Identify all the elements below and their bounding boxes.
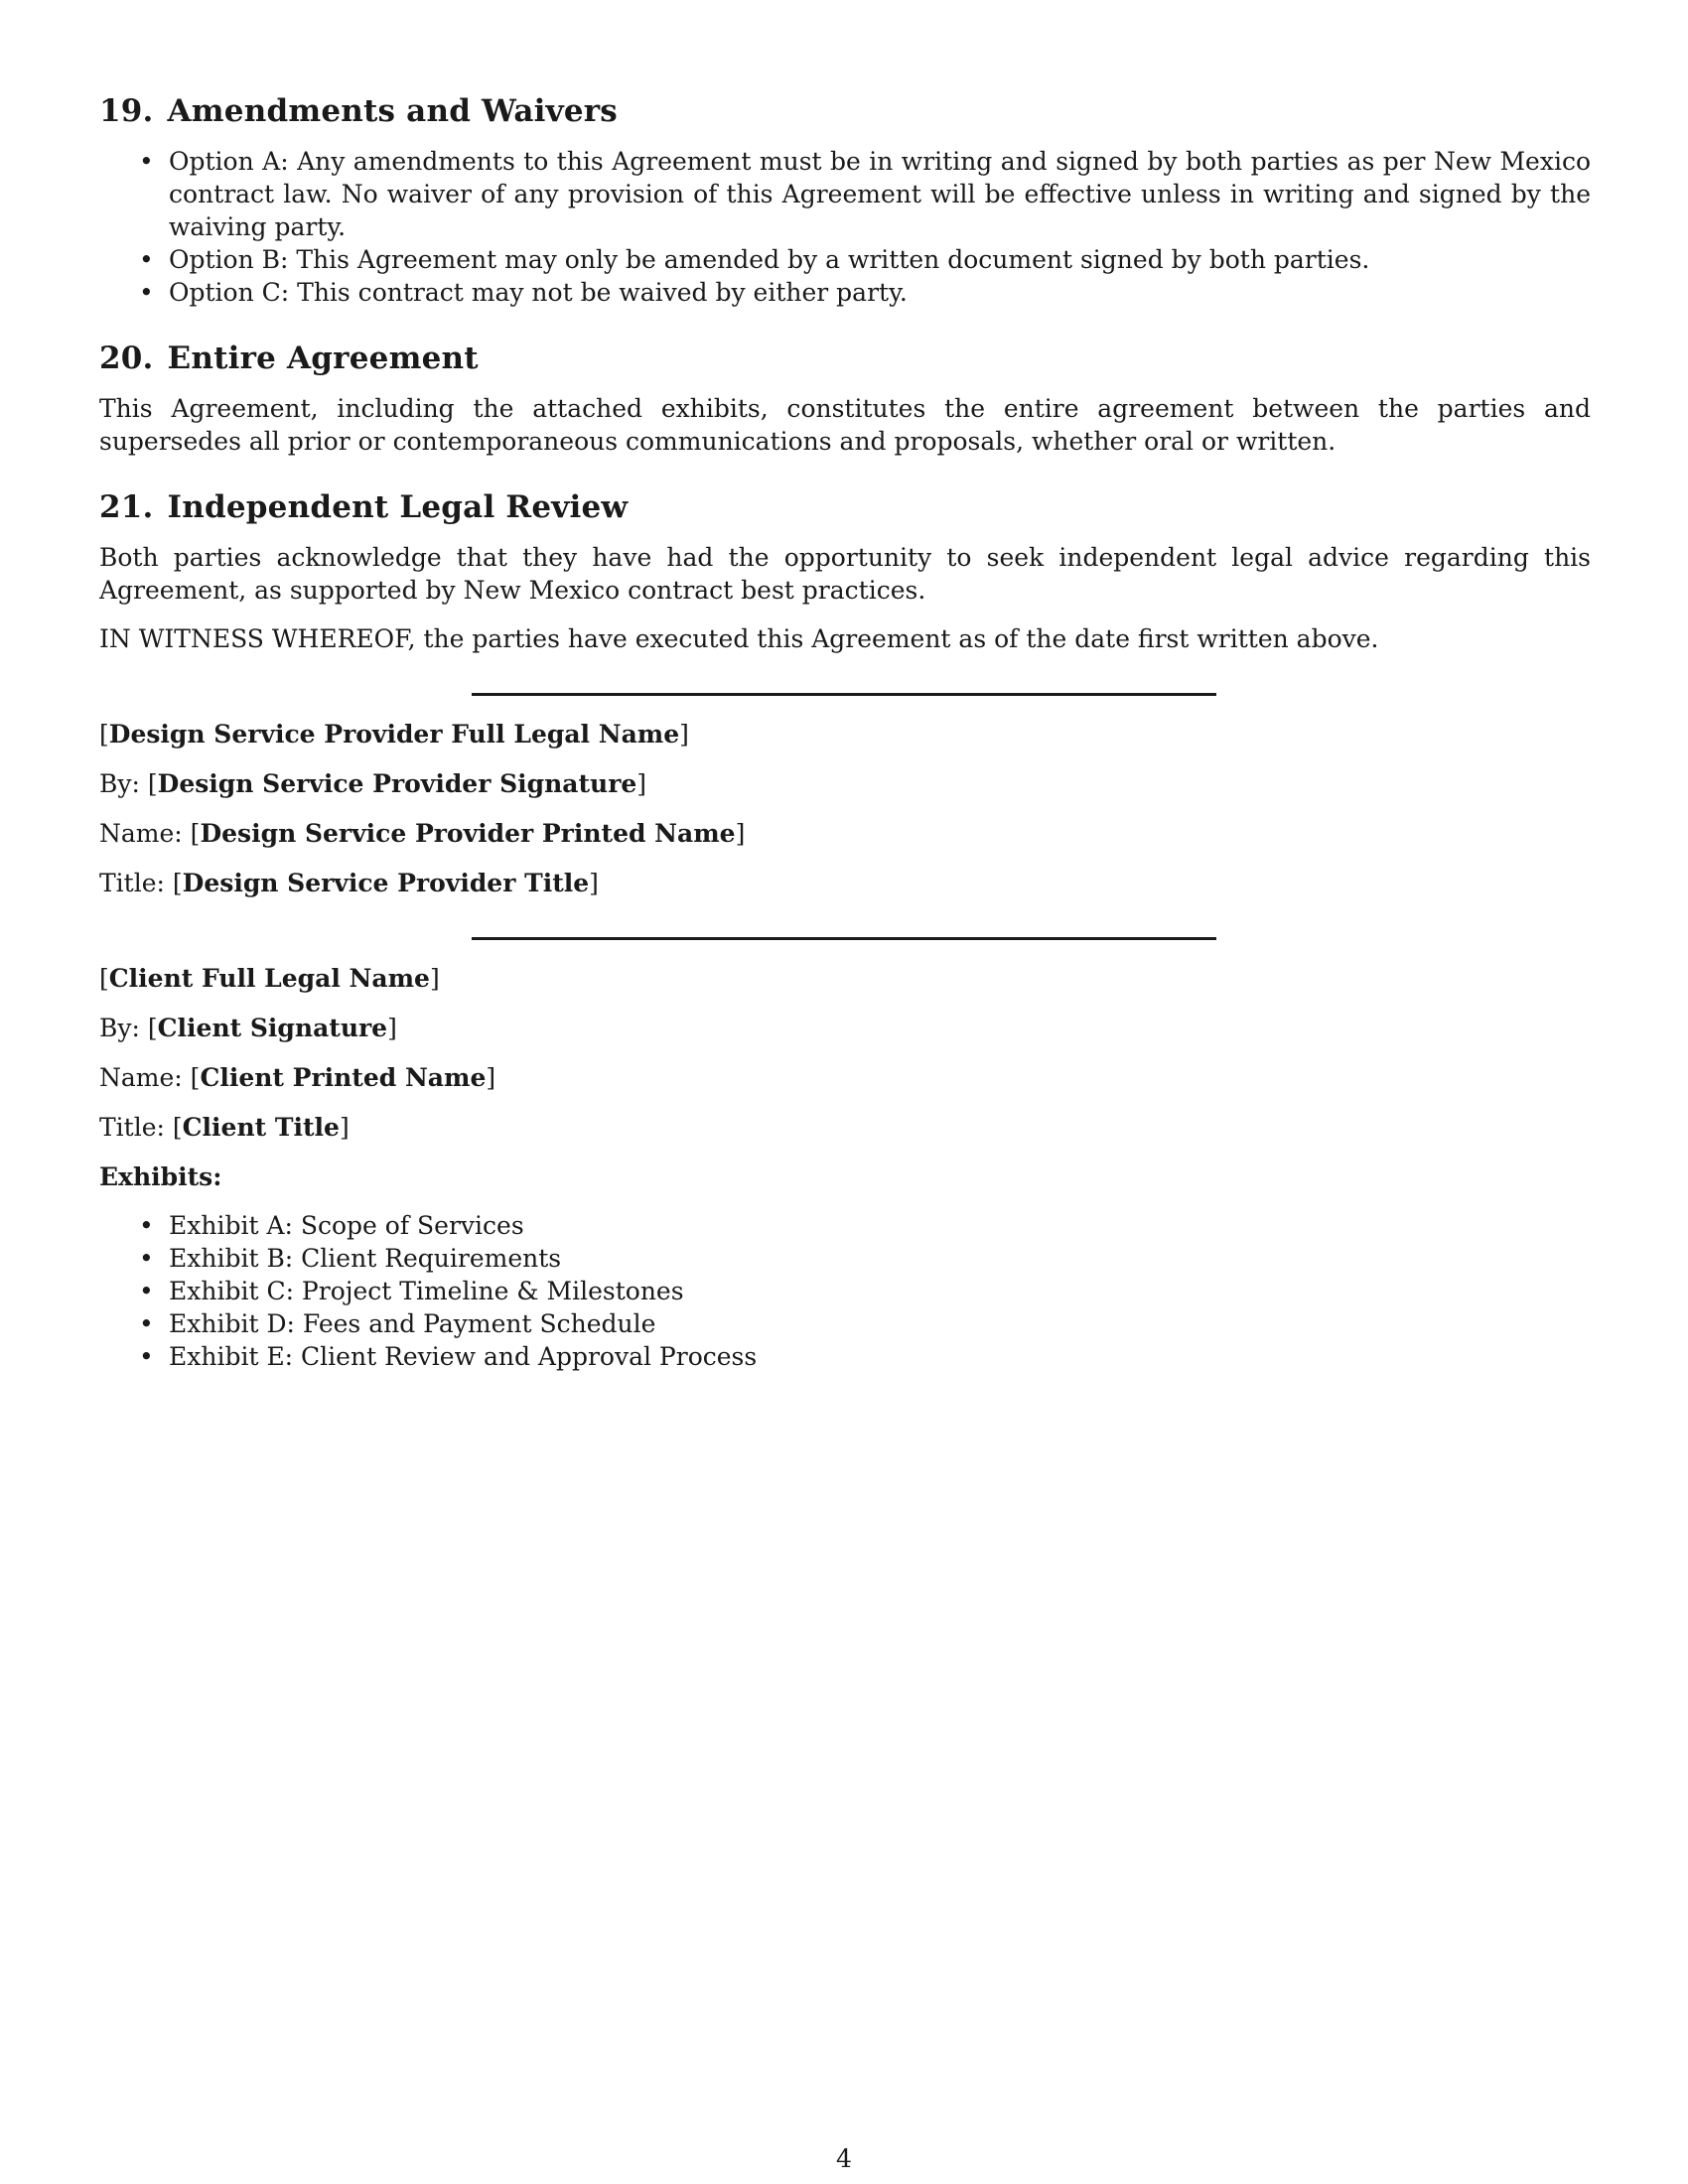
list-item: • Option A: Any amendments to this Agreement must be in writing and signed by both parties as per New Mexico contract law. No waiver of any provision of this Agreement will be effective unless in writing and signed by the waiving party. bbox=[169, 145, 1591, 243]
client-signature: Client Signature bbox=[157, 1014, 388, 1042]
section-body: Both parties acknowledge that they have had the opportunity to seek independent legal advice regarding this Agreement, as supported by New Mexico contract best practices. bbox=[99, 543, 1591, 605]
section-title: Independent Legal Review bbox=[167, 489, 629, 525]
client-by-line bbox=[99, 1012, 1591, 1044]
client-title-line bbox=[99, 1111, 1591, 1144]
page-number: 4 bbox=[836, 2144, 852, 2173]
bracket: ] bbox=[486, 1063, 496, 1092]
section-number: 21. bbox=[99, 489, 154, 525]
list-item: • Exhibit E: Client Review and Approval Process bbox=[169, 1340, 1591, 1373]
section-independent-legal-review bbox=[99, 487, 1591, 655]
document-page bbox=[99, 91, 1591, 1373]
section-heading bbox=[99, 339, 1591, 378]
options-list bbox=[99, 145, 1591, 309]
by-label: By: bbox=[99, 1014, 140, 1042]
provider-title: Design Service Provider Title bbox=[182, 869, 590, 897]
section-entire-agreement bbox=[99, 339, 1591, 458]
provider-signature-block bbox=[99, 718, 1591, 899]
list-item: • Exhibit C: Project Timeline & Milestones bbox=[169, 1275, 1591, 1307]
bracket: ] bbox=[339, 1113, 350, 1142]
bracket: ] bbox=[589, 869, 599, 897]
provider-by-line bbox=[99, 767, 1591, 800]
client-entity-line bbox=[99, 962, 1591, 995]
section-number: 20. bbox=[99, 341, 154, 376]
provider-entity: Design Service Provider Full Legal Name bbox=[108, 720, 680, 749]
bracket: ] bbox=[679, 720, 689, 749]
signature-rule bbox=[472, 937, 1216, 940]
section-title: Entire Agreement bbox=[167, 341, 479, 376]
client-name-line bbox=[99, 1061, 1591, 1094]
bracket: ] bbox=[387, 1014, 397, 1042]
client-entity: Client Full Legal Name bbox=[108, 964, 430, 993]
bracket: ] bbox=[636, 769, 647, 798]
signature-rule bbox=[472, 693, 1216, 696]
bracket: ] bbox=[429, 964, 440, 993]
section-heading bbox=[99, 487, 1591, 527]
list-item: • Exhibit D: Fees and Payment Schedule bbox=[169, 1307, 1591, 1340]
bracket: [ bbox=[147, 1014, 158, 1042]
client-signature-block bbox=[99, 962, 1591, 1144]
client-printed-name: Client Printed Name bbox=[200, 1063, 487, 1092]
section-title: Amendments and Waivers bbox=[167, 93, 618, 129]
bracket: [ bbox=[99, 720, 109, 749]
provider-signature: Design Service Provider Signature bbox=[157, 769, 637, 798]
exhibits-title: Exhibits: bbox=[99, 1162, 222, 1191]
name-label: Name: bbox=[99, 1063, 183, 1092]
list-item: • Option C: This contract may not be waived by either party. bbox=[169, 276, 1591, 309]
exhibits-section bbox=[99, 1160, 1591, 1373]
section-heading bbox=[99, 91, 1591, 131]
witness-statement: IN WITNESS WHEREOF, the parties have executed this Agreement as of the date first written above. bbox=[99, 624, 1379, 653]
name-label: Name: bbox=[99, 819, 183, 848]
bracket: [ bbox=[99, 964, 109, 993]
provider-printed-name: Design Service Provider Printed Name bbox=[200, 819, 736, 848]
bracket: [ bbox=[172, 1113, 183, 1142]
title-label: Title: bbox=[99, 1113, 165, 1142]
provider-title-line bbox=[99, 867, 1591, 899]
bracket: ] bbox=[735, 819, 746, 848]
list-item: • Exhibit A: Scope of Services bbox=[169, 1209, 1591, 1242]
bracket: [ bbox=[172, 869, 183, 897]
client-title: Client Title bbox=[182, 1113, 340, 1142]
provider-name-line bbox=[99, 817, 1591, 850]
section-amendments-waivers bbox=[99, 91, 1591, 309]
bracket: [ bbox=[190, 819, 201, 848]
provider-entity-line bbox=[99, 718, 1591, 751]
exhibits-list bbox=[99, 1209, 1591, 1373]
section-body: This Agreement, including the attached exhibits, constitutes the entire agreement between the parties and supersedes all prior or contemporaneous communications and proposals, whether oral or written. bbox=[99, 394, 1591, 456]
list-item: • Exhibit B: Client Requirements bbox=[169, 1242, 1591, 1275]
list-item: • Option B: This Agreement may only be amended by a written document signed by both parties. bbox=[169, 243, 1591, 276]
section-number: 19. bbox=[99, 93, 154, 129]
bracket: [ bbox=[147, 769, 158, 798]
bracket: [ bbox=[190, 1063, 201, 1092]
by-label: By: bbox=[99, 769, 140, 798]
title-label: Title: bbox=[99, 869, 165, 897]
